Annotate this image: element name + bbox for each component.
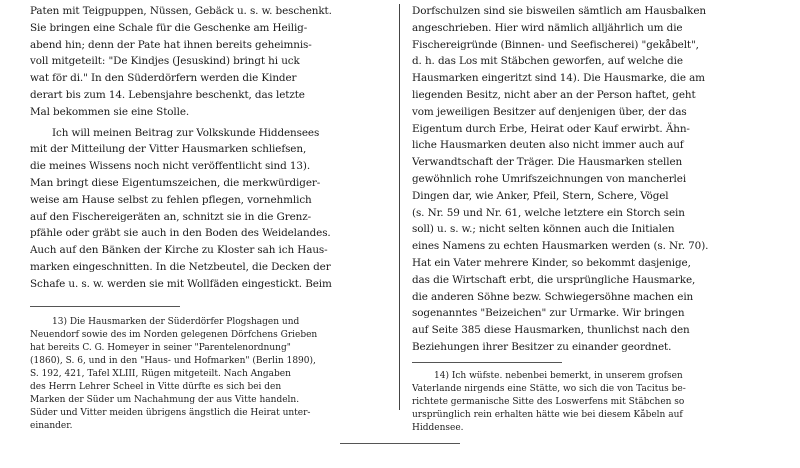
column-divider: [399, 4, 400, 410]
text-line: mit der Mitteilung der Vitter Hausmarken schliefsen,: [30, 143, 307, 156]
text-line: eines Namens zu echten Hausmarken werden (s. Nr. 70).: [412, 240, 709, 253]
footnote-line: S. 192, 421, Tafel XLIII, Rügen mitgeteilt. Nach Angaben: [30, 369, 291, 379]
text-line: vom jeweiligen Besitzer auf denjenigen über, der das: [412, 105, 687, 118]
right-column: [412, 3, 784, 356]
text-line: Dingen dar, wie Anker, Pfeil, Stern, Schere, Vögel: [412, 189, 669, 202]
text-line: voll mitgeteilt: "De Kindjes (Jesuskind) bringt hi uck: [30, 55, 300, 68]
text-line: Hat ein Vater mehrere Kinder, so bekommt dasjenige,: [412, 256, 691, 269]
text-line: Eigentum durch Erbe, Heirat oder Kauf erwirbt. Ähn-: [412, 122, 690, 135]
text-line: sogenanntes "Beizeichen" zur Urmarke. Wir bringen: [412, 307, 685, 320]
footnote-line: hat bereits C. G. Homeyer in seiner "Parentelenordnung": [30, 343, 291, 353]
text-line: soll) u. s. w.; nicht selten können auch die Initialen: [412, 223, 675, 236]
text-line: Auch auf den Bänken der Kirche zu Kloster sah ich Haus-: [30, 244, 328, 257]
text-line: Ich will meinen Beitrag zur Volkskunde Hiddensees: [52, 126, 320, 139]
text-line: Paten mit Teigpuppen, Nüssen, Gebäck u. s. w. beschenkt.: [30, 5, 332, 17]
text-line: (s. Nr. 59 und Nr. 61, welche letztere ein Storch sein: [412, 206, 685, 219]
text-line: wat för di." In den Süderdörfern werden die Kinder: [30, 72, 297, 85]
footnote-13: [30, 316, 390, 433]
left-column: [30, 3, 390, 293]
text-line: gewöhnlich rohe Umrifszeichnungen von mancherlei: [412, 172, 687, 185]
text-line: Schafe u. s. w. werden sie mit Wollfäden eingestickt. Beim: [30, 277, 332, 290]
footnote-rule-right: [412, 362, 562, 363]
text-line: die meines Wissens noch nicht veröffentlicht sind 13).: [30, 160, 311, 173]
text-line: auf Seite 385 diese Hausmarken, thunlichst nach den: [412, 324, 690, 337]
footnote-line: richtete germanische Sitte des Loswerfens mit Stäbchen so: [412, 397, 685, 407]
footnote-line: einander.: [30, 421, 73, 431]
footnote-line: Hiddensee.: [412, 423, 464, 433]
text-line: marken eingeschnitten. In die Netzbeutel, die Decken der: [30, 260, 331, 273]
footnote-line: 14) Ich wüfste. nebenbei bemerkt, in unserem grofsen: [434, 371, 683, 381]
text-line: angeschrieben. Hier wird nämlich alljährlich um die: [412, 21, 683, 34]
right-paragraph: [412, 3, 784, 356]
text-line: weise am Hause selbst zu fehlen pflegen, vornehmlich: [30, 193, 312, 206]
text-line: pfähle oder gräbt sie auch in den Boden des Weidelandes.: [30, 227, 331, 240]
text-line: abend hin; denn der Pate hat ihnen bereits geheimnis-: [30, 38, 312, 51]
left-paragraph-2: [30, 125, 390, 293]
text-line: Hausmarken eingeritzt sind 14). Die Hausmarke, die am: [412, 72, 705, 85]
footnote-14: [412, 370, 784, 435]
text-line: auf den Fischereigeräten an, schnitzt sie in die Grenz-: [30, 210, 312, 223]
text-line: das die Wirtschaft erbt, die ursprüngliche Hausmarke,: [412, 273, 696, 286]
text-line: liche Hausmarken deuten also nicht immer auch auf: [412, 139, 684, 152]
text-line: Mal bekommen sie eine Stolle.: [30, 105, 190, 118]
footnote-line: ursprünglich rein erhalten hätte wie bei diesem Kåbeln auf: [412, 410, 683, 420]
footnote-line: 13) Die Hausmarken der Süderdörfer Plogshagen und: [52, 317, 300, 327]
text-line: derart bis zum 14. Lebensjahre beschenkt, das letzte: [30, 88, 305, 101]
text-line: d. h. das Los mit Stäbchen geworfen, auf welche die: [412, 55, 683, 68]
text-line: liegenden Besitz, nicht aber an der Person haftet, geht: [412, 88, 696, 101]
footnote-rule-left: [30, 306, 180, 307]
footnote-line: Neuendorf sowie des im Norden gelegenen Dörfchens Grieben: [30, 330, 318, 340]
left-paragraph-1: [30, 3, 390, 121]
footnote-line: Süder und Vitter meiden übrigens ängstlich die Heirat unter-: [30, 408, 311, 418]
footnote-line: (1860), S. 6, und in den "Haus- und Hofmarken" (Berlin 1890),: [30, 356, 316, 366]
footnote-line: Marken der Süder um Nachahmung der aus Vitte handeln.: [30, 395, 300, 405]
text-line: Sie bringen eine Schale für die Geschenke am Heilig-: [30, 21, 308, 34]
text-line: die anderen Söhne bezw. Schwiegersöhne machen ein: [412, 290, 694, 303]
footnote-line: des Herrn Lehrer Scheel in Vitte dürfte es sich bei den: [30, 382, 282, 392]
text-line: Fischereigründe (Binnen- und Seefischerei) "gekåbelt",: [412, 38, 699, 51]
text-line: Man bringt diese Eigentumszeichen, die merkwürdiger-: [30, 176, 321, 189]
text-line: Verwandtschaft der Träger. Die Hausmarken stellen: [412, 156, 683, 169]
footnote-line: Vaterlande nirgends eine Stätte, wo sich die von Tacitus be-: [412, 384, 686, 394]
text-line: Dorfschulzen sind sie bisweilen sämtlich am Hausbalken: [412, 5, 706, 17]
text-line: Beziehungen ihrer Besitzer zu einander geordnet.: [412, 340, 672, 353]
page-bottom-rule: [340, 443, 460, 444]
